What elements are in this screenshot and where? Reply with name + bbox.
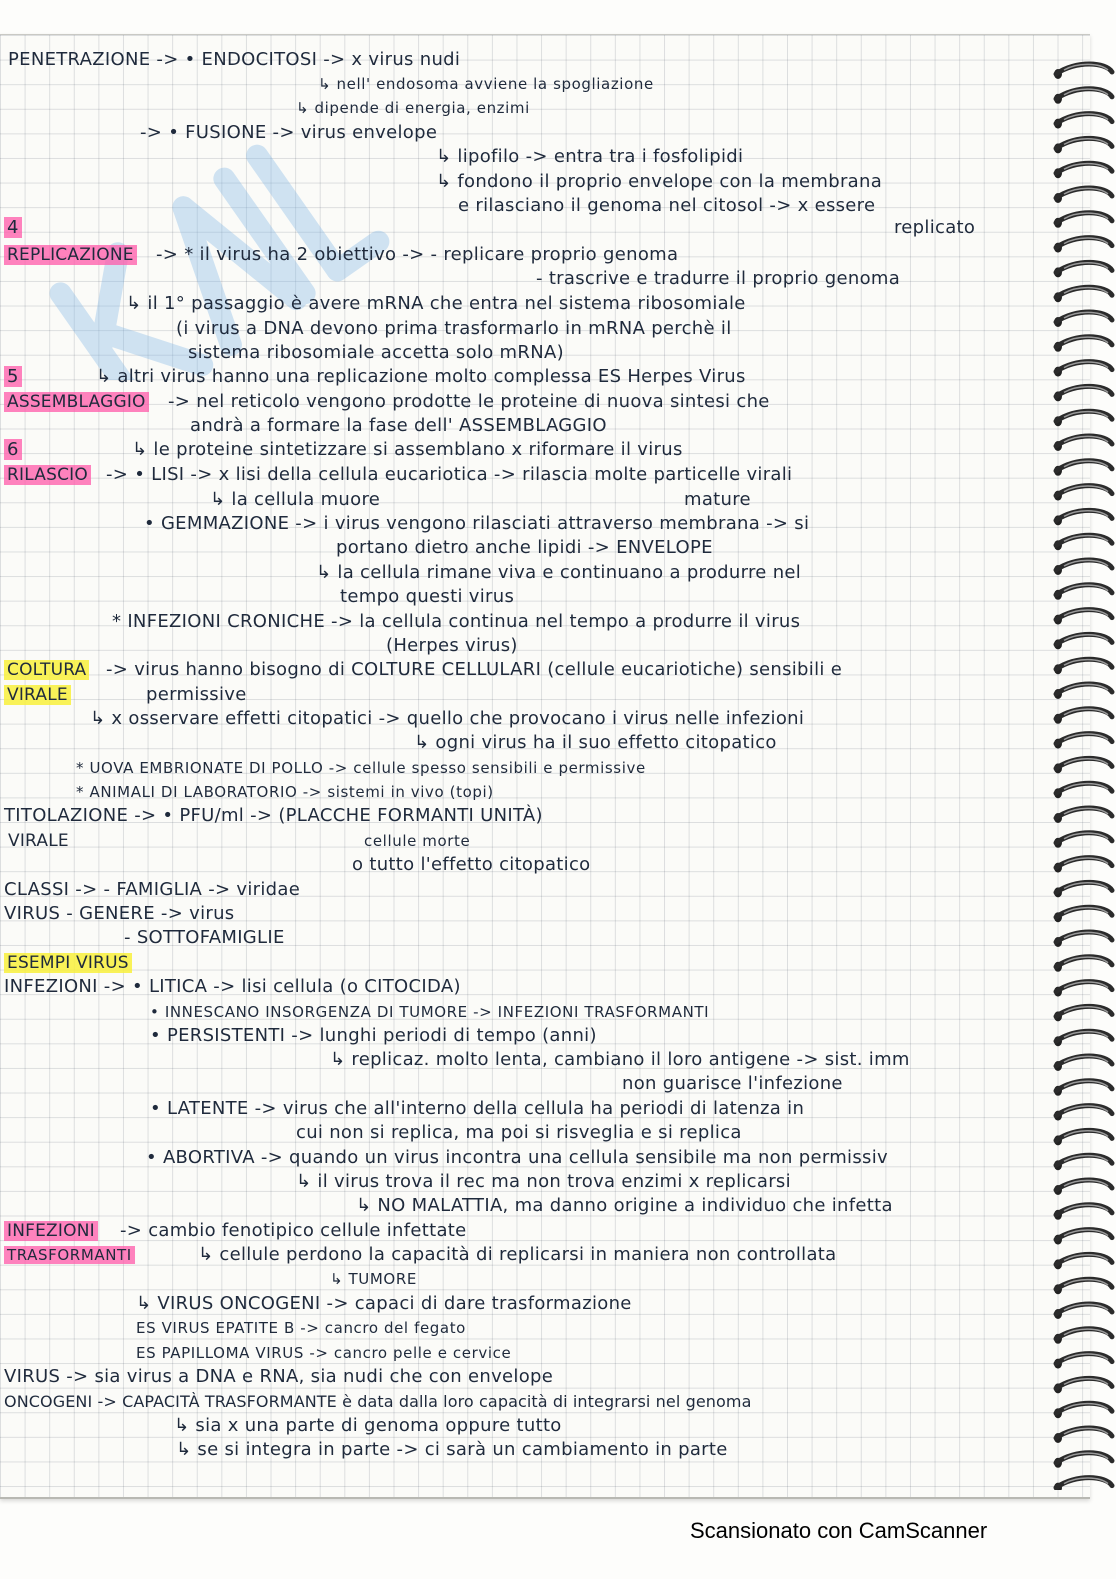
heading-virale: VIRALE <box>4 685 71 705</box>
spiral-ring <box>1054 982 1112 997</box>
spiral-ring <box>1054 238 1112 253</box>
spiral-ring <box>1054 163 1112 178</box>
line-permissive: permissive <box>146 684 247 705</box>
line-mrna: ↳ il 1° passaggio è avere mRNA che entra nel sistema ribosomiale <box>126 293 746 314</box>
spiral-ring <box>1054 833 1112 848</box>
line-abortiva: • ABORTIVA -> quando un virus incontra una cellula sensibile ma non permissiv <box>146 1147 888 1168</box>
spiral-ring <box>1054 386 1112 401</box>
spiral-ring <box>1054 1106 1112 1121</box>
spiral-ring <box>1054 1031 1112 1046</box>
spiral-ring <box>1054 783 1112 798</box>
line-rec: ↳ il virus trova il rec ma non trova enzimi x replicarsi <box>296 1171 791 1192</box>
spiral-ring <box>1054 436 1112 451</box>
line-risveglia: cui non si replica, ma poi si risveglia e si replica <box>296 1122 742 1143</box>
line-lipofilo: ↳ lipofilo -> entra tra i fosfolipidi <box>436 146 744 167</box>
line-herpes: (Herpes virus) <box>386 635 518 656</box>
spiral-ring <box>1054 337 1112 352</box>
spiral-ring <box>1054 585 1112 600</box>
line-cellule-morte: cellule morte <box>364 832 471 850</box>
spiral-ring <box>1054 1205 1112 1220</box>
line-fondono: ↳ fondono il proprio envelope con la membrana <box>436 171 883 192</box>
line-muore: ↳ la cellula muore <box>210 489 381 510</box>
line-litica: INFEZIONI -> • LITICA -> lisi cellula (o CITOCIDA) <box>4 976 461 997</box>
line-tumore: • INNESCANO INSORGENZA DI TUMORE -> INFEZIONI TRASFORMANTI <box>150 1003 710 1021</box>
heading-rilascio: RILASCIO <box>4 465 91 485</box>
spiral-ring <box>1054 1056 1112 1071</box>
line-croniche: * INFEZIONI CRONICHE -> la cellula continua nel tempo a produrre il virus <box>112 611 801 632</box>
line-titolazione: TITOLAZIONE -> • PFU/ml -> (PLACCHE FORMANTI UNITÀ) <box>4 805 543 826</box>
line-replicato: replicato <box>894 217 976 238</box>
spiral-ring <box>1054 461 1112 476</box>
spiral-ring <box>1054 1006 1112 1021</box>
spiral-ring <box>1054 684 1112 699</box>
heading-coltura: COLTURA <box>4 660 89 680</box>
spiral-ring <box>1054 1155 1112 1170</box>
line-perdono: ↳ cellule perdono la capacità di replicarsi in maniera non controllata <box>198 1244 837 1265</box>
spiral-ring <box>1054 262 1112 277</box>
spiral-ring <box>1054 188 1112 203</box>
heading-virale-2: VIRALE <box>8 831 69 851</box>
line-latente: • LATENTE -> virus che all'interno della cellula ha periodi di latenza in <box>150 1098 805 1119</box>
line-penetrazione: PENETRAZIONE -> • ENDOCITOSI -> x virus nudi <box>8 49 461 70</box>
spiral-ring <box>1054 1428 1112 1443</box>
scanner-footer: Scansionato con CamScanner <box>690 1518 988 1543</box>
line-tempo: tempo questi virus <box>340 586 515 607</box>
step-number-5: 5 <box>4 366 22 387</box>
line-animali: * ANIMALI DI LABORATORIO -> sistemi in vivo (topi) <box>76 783 494 801</box>
spiral-ring <box>1054 312 1112 327</box>
line-proteine: ↳ le proteine sintetizzare si assemblano x riformare il virus <box>132 439 683 460</box>
line-endosoma: ↳ nell' endosoma avviene la spogliazione <box>318 75 654 93</box>
line-ribosomiale: sistema ribosomiale accetta solo mRNA) <box>188 342 564 363</box>
line-fase-assemblaggio: andrà a formare la fase dell' ASSEMBLAGGIO <box>190 415 607 436</box>
step-number-4: 4 <box>4 217 22 238</box>
spiral-ring <box>1054 734 1112 749</box>
spiral-ring <box>1054 758 1112 773</box>
spiral-ring <box>1054 932 1112 947</box>
line-tumore-2: ↳ TUMORE <box>330 1270 417 1288</box>
line-sottofamiglie: - SOTTOFAMIGLIE <box>124 927 285 948</box>
heading-esempi-virus: ESEMPI VIRUS <box>4 953 132 973</box>
spiral-ring <box>1054 362 1112 377</box>
line-papilloma: ES PAPILLOMA VIRUS -> cancro pelle e cervice <box>136 1344 512 1362</box>
line-persistenti: • PERSISTENTI -> lunghi periodi di tempo (anni) <box>150 1025 597 1046</box>
line-classi: CLASSI -> - FAMIGLIA -> viridae <box>4 879 301 900</box>
line-mature: mature <box>684 489 751 510</box>
spiral-ring <box>1054 659 1112 674</box>
spiral-ring <box>1054 1354 1112 1369</box>
line-tutto-effetto: o tutto l'effetto citopatico <box>352 854 591 875</box>
line-dna-virus: (i virus a DNA devono prima trasformarlo in mRNA perchè il <box>176 318 732 339</box>
line-viva: ↳ la cellula rimane viva e continuano a produrre nel <box>316 562 802 583</box>
spiral-ring <box>1054 89 1112 104</box>
spiral-ring <box>1054 808 1112 823</box>
spiral-ring <box>1054 907 1112 922</box>
step-number-6: 6 <box>4 439 22 460</box>
spiral-ring <box>1054 486 1112 501</box>
line-fenotipico: -> cambio fenotipico cellule infettate <box>120 1220 467 1241</box>
spiral-ring <box>1054 1180 1112 1195</box>
line-antigene: ↳ replicaz. molto lenta, cambiano il loro antigene -> sist. imm <box>330 1049 910 1070</box>
line-lipidi: portano dietro anche lipidi -> ENVELOPE <box>336 537 713 558</box>
line-uova: * UOVA EMBRIONATE DI POLLO -> cellule spesso sensibili e permissive <box>76 759 646 777</box>
spiral-ring <box>1054 64 1112 79</box>
line-parte-genoma: ↳ sia x una parte di genoma oppure tutto <box>174 1415 562 1436</box>
line-obiettivo: -> * il virus ha 2 obiettivo -> - replicare proprio genoma <box>156 244 679 265</box>
line-virus-dna-rna: VIRUS -> sia virus a DNA e RNA, sia nudi che con envelope <box>4 1366 554 1387</box>
line-oncogeni: ↳ VIRUS ONCOGENI -> capaci di dare trasformazione <box>136 1293 632 1314</box>
line-lisi: -> • LISI -> x lisi della cellula eucariotica -> rilascia molte particelle virali <box>106 464 793 485</box>
line-no-malattia: ↳ NO MALATTIA, ma danno origine a individuo che infetta <box>356 1195 893 1216</box>
spiral-ring <box>1054 1304 1112 1319</box>
line-citopatici: ↳ x osservare effetti citopatici -> quello che provocano i virus nelle infezioni <box>90 708 805 729</box>
line-energia: ↳ dipende di energia, enzimi <box>296 99 530 117</box>
spiral-ring <box>1054 1081 1112 1096</box>
line-epatite: ES VIRUS EPATITE B -> cancro del fegato <box>136 1319 466 1337</box>
heading-replicazione: REPLICAZIONE <box>4 245 137 265</box>
spiral-ring <box>1054 114 1112 129</box>
spiral-ring <box>1054 610 1112 625</box>
heading-infezioni: INFEZIONI <box>4 1221 98 1241</box>
spiral-ring <box>1054 1230 1112 1245</box>
spiral-ring <box>1054 1453 1112 1468</box>
spiral-ring <box>1054 138 1112 153</box>
heading-trasformanti: TRASFORMANTI <box>4 1246 135 1264</box>
line-reticolo: -> nel reticolo vengono prodotte le proteine di nuova sintesi che <box>168 391 770 412</box>
spiral-ring <box>1054 1254 1112 1269</box>
spiral-ring <box>1054 1378 1112 1393</box>
spiral-ring <box>1054 1329 1112 1344</box>
line-genere: VIRUS - GENERE -> virus <box>4 903 235 924</box>
spiral-ring <box>1054 510 1112 525</box>
spiral-ring <box>1054 882 1112 897</box>
line-fusione: -> • FUSIONE -> virus envelope <box>140 122 438 143</box>
line-guarisce: non guarisce l'infezione <box>622 1073 843 1094</box>
spiral-ring <box>1054 709 1112 724</box>
line-trascrive: - trascrive e tradurre il proprio genoma <box>536 268 901 289</box>
line-cambiamento: ↳ se si integra in parte -> ci sarà un cambiamento in parte <box>176 1439 728 1460</box>
spiral-ring <box>1054 535 1112 550</box>
spiral-ring <box>1054 957 1112 972</box>
line-rilasciano: e rilasciano il genoma nel citosol -> x essere <box>458 195 876 216</box>
spiral-ring <box>1054 287 1112 302</box>
line-capacita: ONCOGENI -> CAPACITÀ TRASFORMANTE è data dalla loro capacità di integrarsi nel genoma <box>4 1392 752 1411</box>
spiral-ring <box>1054 1478 1112 1490</box>
line-colture: -> virus hanno bisogno di COLTURE CELLULARI (cellule eucariotiche) sensibili e <box>106 659 843 680</box>
spiral-binding <box>1046 30 1116 1490</box>
heading-assemblaggio: ASSEMBLAGGIO <box>4 392 149 412</box>
line-gemmazione: • GEMMAZIONE -> i virus vengono rilasciati attraverso membrana -> si <box>144 513 810 534</box>
spiral-ring <box>1054 1279 1112 1294</box>
spiral-ring <box>1054 634 1112 649</box>
spiral-ring <box>1054 560 1112 575</box>
spiral-ring <box>1054 1403 1112 1418</box>
line-altri-virus: ↳ altri virus hanno una replicazione molto complessa ES Herpes Virus <box>96 366 746 387</box>
line-effetto: ↳ ogni virus ha il suo effetto citopatico <box>414 732 777 753</box>
spiral-ring <box>1054 1130 1112 1145</box>
spiral-ring <box>1054 411 1112 426</box>
spiral-ring <box>1054 858 1112 873</box>
spiral-ring <box>1054 213 1112 228</box>
